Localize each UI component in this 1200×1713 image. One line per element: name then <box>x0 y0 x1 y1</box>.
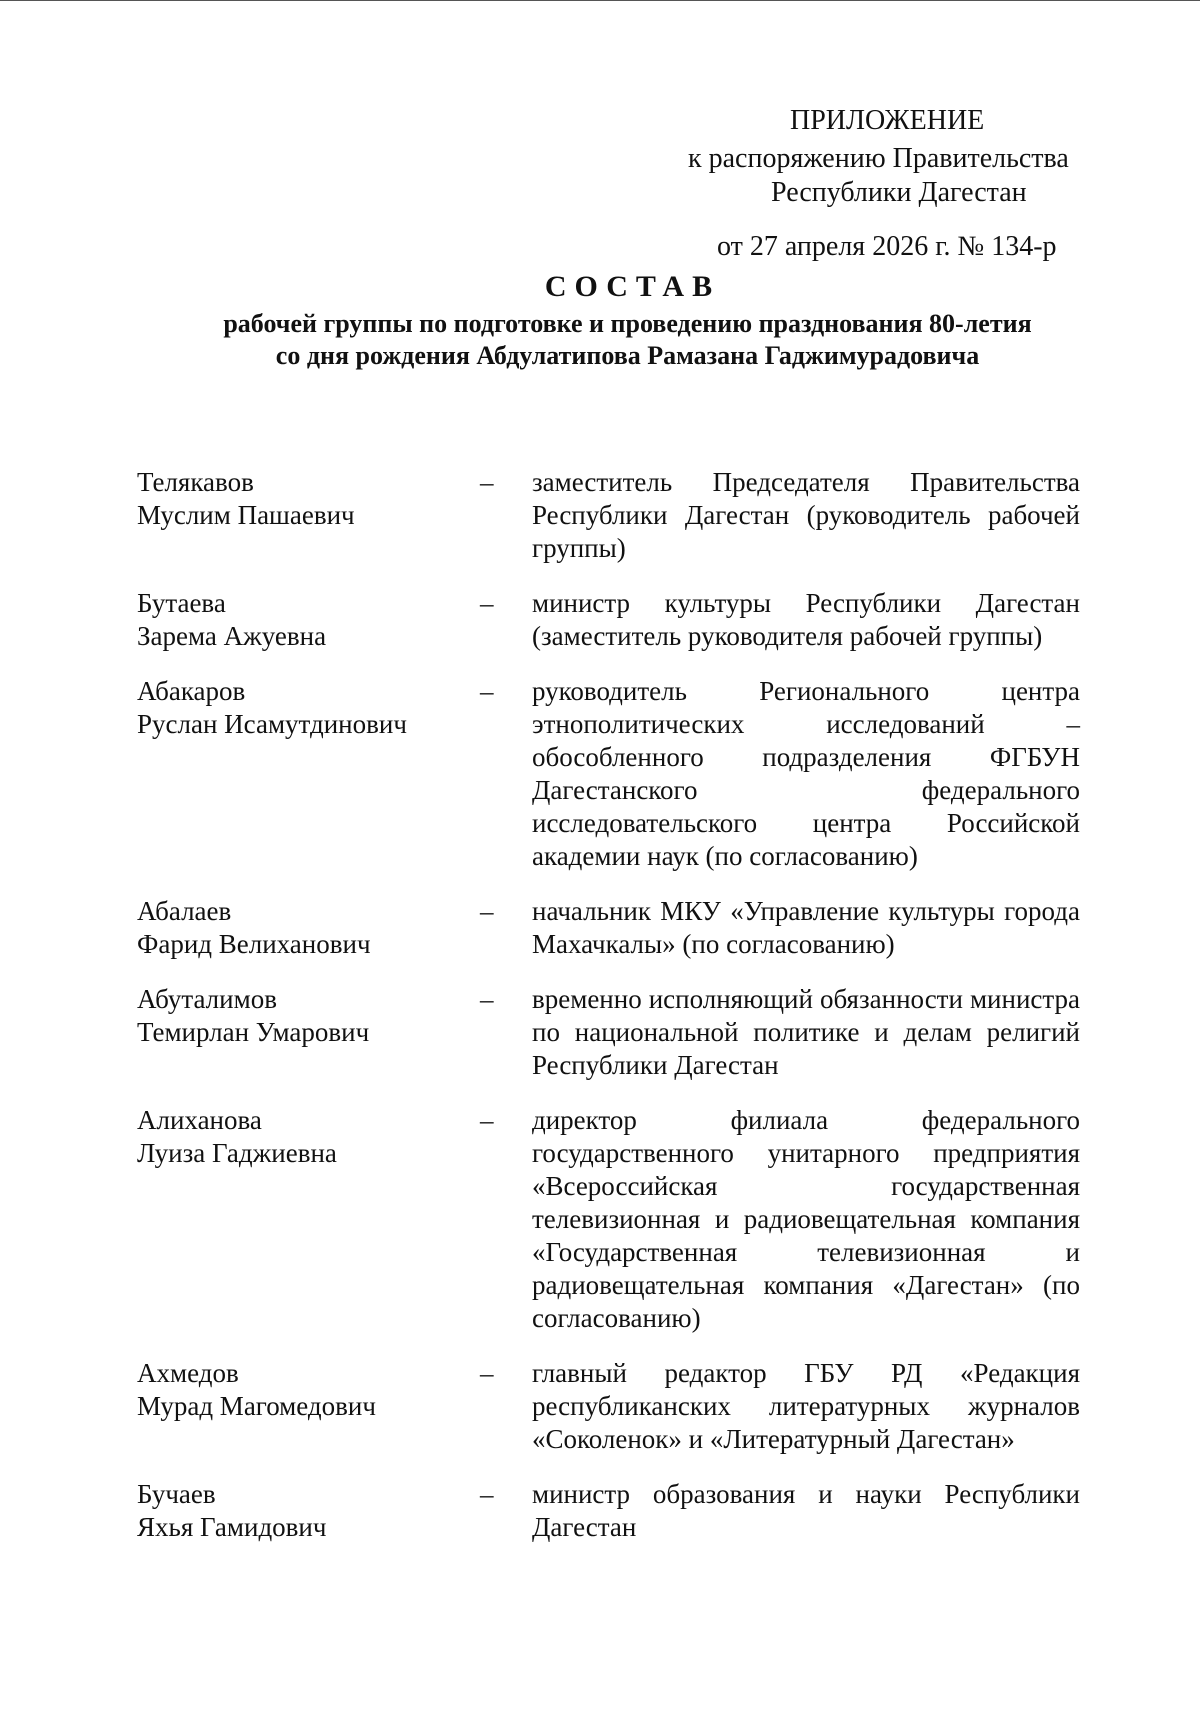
member-name <box>137 895 480 961</box>
member-surname: Алиханова <box>137 1105 262 1135</box>
member-role: главный редактор ГБУ РД «Редакция республиканских литературных журналов «Соколенок» и «Литературный Дагестан» <box>532 1358 1080 1454</box>
member-entry <box>137 1104 1080 1335</box>
order-date-number: от 27 апреля 2026 г. № 134-р <box>717 231 1057 262</box>
member-dash: – <box>480 467 494 497</box>
subtitle-line-1: рабочей группы по подготовке и проведению празднования 80-летия <box>223 309 1032 338</box>
subtitle-line-2: со дня рождения Абдулатипова Рамазана Гаджимурадовича <box>275 341 980 370</box>
member-role: министр образования и науки Республики Дагестан <box>532 1479 1080 1542</box>
member-entry <box>137 983 1080 1082</box>
member-given-name: Темирлан Умарович <box>137 1017 370 1047</box>
member-given-name: Муслим Пашаевич <box>137 500 355 530</box>
member-role: временно исполняющий обязанности министра по национальной политике и делам религий Республики Дагестан <box>532 984 1080 1080</box>
member-entry <box>137 895 1080 961</box>
member-name <box>137 1478 480 1544</box>
member-surname: Бучаев <box>137 1479 216 1509</box>
member-surname: Абуталимов <box>137 984 277 1014</box>
member-name <box>137 587 480 653</box>
member-list <box>137 466 1080 1542</box>
member-given-name: Мурад Магомедович <box>137 1391 376 1421</box>
member-surname: Абалаев <box>137 896 232 926</box>
member-name <box>137 675 480 873</box>
member-dash: – <box>480 1479 494 1509</box>
member-given-name: Яхья Гамидович <box>137 1512 327 1542</box>
member-entry <box>137 587 1080 653</box>
appendix-label: ПРИЛОЖЕНИЕ <box>790 105 985 136</box>
member-dash: – <box>480 588 494 618</box>
member-given-name: Фарид Велиханович <box>137 929 371 959</box>
member-role: начальник МКУ «Управление культуры города Махачкалы» (по согласованию) <box>532 896 1080 959</box>
document-subtitle <box>170 308 1085 372</box>
member-given-name: Руслан Исамутдинович <box>137 709 407 739</box>
member-dash: – <box>480 896 494 926</box>
member-name <box>137 1357 480 1456</box>
member-dash: – <box>480 676 494 706</box>
member-name <box>137 466 480 565</box>
member-entry <box>137 675 1080 873</box>
member-given-name: Зарема Ажуевна <box>137 621 327 651</box>
member-entry <box>137 1478 1080 1544</box>
member-role: руководитель Регионального центра этнополитических исследований – обособленного подразделения ФГБУН Дагестанского федерального исследовательского центра Российской академии наук (по согласованию) <box>532 676 1080 871</box>
page-top-edge <box>0 0 1200 1</box>
member-given-name: Луиза Гаджиевна <box>137 1138 337 1168</box>
member-dash: – <box>480 1358 494 1388</box>
member-dash: – <box>480 984 494 1014</box>
member-entry <box>137 466 1080 565</box>
member-name <box>137 1104 480 1335</box>
member-surname: Ахмедов <box>137 1358 239 1388</box>
member-role: заместитель Председателя Правительства Республики Дагестан (руководитель рабочей группы) <box>532 467 1080 563</box>
member-role: министр культуры Республики Дагестан (заместитель руководителя рабочей группы) <box>532 588 1080 651</box>
member-surname: Абакаров <box>137 676 246 706</box>
member-name <box>137 983 480 1082</box>
member-entry <box>137 1357 1080 1456</box>
appendix-republic: Республики Дагестан <box>771 177 1027 208</box>
member-role: директор филиала федерального государственного унитарного предприятия «Всероссийская государственная телевизионная и радиовещательная компания «Государственная телевизионная и радиовещательная компания «Дагестан» (по согласованию) <box>532 1105 1080 1333</box>
member-dash: – <box>480 1105 494 1135</box>
appendix-to-order: к распоряжению Правительства <box>688 143 1069 174</box>
member-surname: Бутаева <box>137 588 226 618</box>
document-title: СОСТАВ <box>544 270 721 303</box>
member-surname: Телякавов <box>137 467 254 497</box>
